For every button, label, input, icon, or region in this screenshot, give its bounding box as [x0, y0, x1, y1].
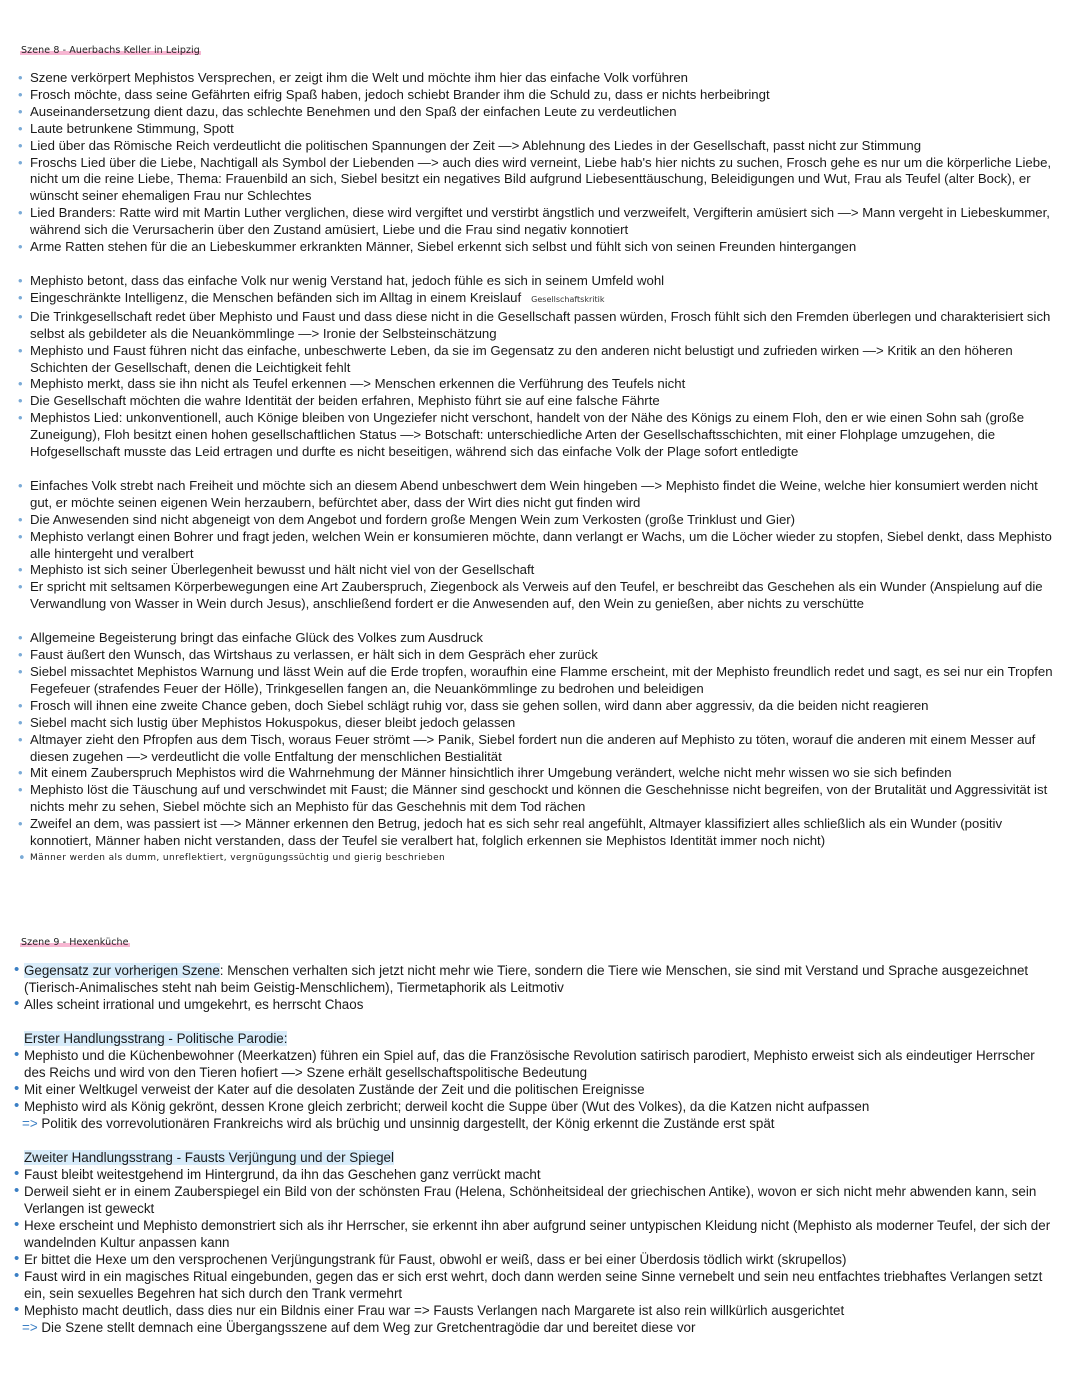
list-item-text: Eingeschränkte Intelligenz, die Menschen befänden sich im Alltag in einem Kreislauf: [30, 289, 522, 305]
arrow-icon: =>: [22, 1320, 38, 1335]
list-item: • Faust wird in ein magisches Ritual eingebunden, gegen das er sich erst wehrt, doch dann werden seine Sinne vernebelt und sein neu entfachtes triebhaftes Verlangen setzt ein, sein sexuelles Begehren hat sich durch den Trank vermehrt: [14, 1268, 1060, 1302]
scene8-heading: Szene 8 - Auerbachs Keller in Leipzig: [21, 45, 200, 56]
list-item: • Allgemeine Begeisterung bringt das einfache Glück des Volkes zum Ausdruck: [18, 630, 1058, 647]
list-item: • Faust äußert den Wunsch, das Wirtshaus zu verlassen, er hält sich in dem Gespräch eher zurück: [18, 647, 1058, 664]
highlighted-lead: Gegensatz zur vorherigen Szene: [24, 963, 220, 978]
list-item: • Derweil sieht er in einem Zauberspiegel ein Bild von der schönsten Frau (Helena, Schönheitsideal der griechischen Antike), wovon er sich nicht mehr abwenden kann, sein Verlangen ist geweckt: [14, 1183, 1060, 1217]
list-item: • Auseinandersetzung dient dazu, das schlechte Benehmen und den Spaß der einfachen Leute zu verdeutlichen: [18, 104, 1058, 121]
scene9-notes: [14, 962, 1060, 1336]
list-item: • Mit einer Weltkugel verweist der Kater auf die desolaten Zustände der Zeit und die politischen Ereignisse: [14, 1081, 1060, 1098]
list-item: • Arme Ratten stehen für die an Liebeskummer erkrankten Männer, Siebel erkennt sich selbst und fühlt sich von seinen Freunden hintergangen: [18, 239, 1058, 256]
list-item: • Frosch will ihnen eine zweite Chance geben, doch Siebel schlägt ruhig vor, dass sie gehen sollen, wird dann aber aggressiv, da die beiden nicht reagieren: [18, 698, 1058, 715]
arrow-icon: =>: [22, 1116, 38, 1131]
handwritten-note: Gesellschaftskritik: [531, 294, 605, 304]
list-item-text: : Menschen verhalten sich jetzt nicht mehr wie Tiere, sondern die Tiere wie Menschen, sie sind mit Verstand und Sprache ausgezeichnet (Tierisch-Animalisches steht nah beim Geistig-Menschlichem), Tiermetaphorik als Leitmotiv: [24, 963, 1029, 995]
list-item: • Alles scheint irrational und umgekehrt, es herrscht Chaos: [14, 996, 1060, 1013]
scene9-heading: Szene 9 - Hexenküche: [21, 937, 129, 948]
list-item: • Siebel missachtet Mephistos Warnung und lässt Wein auf die Erde tropfen, woraufhin eine Flamme erscheint, mit der Mephisto freundlich redet und sagt, es sei nur ein Tropfen Fegefeuer (strafendes Feuer der Hölle), Trinkgesellen fangen an, die Neuankömmlinge zu bedrohen und beleidigen: [18, 664, 1058, 698]
list-item: • Zweifel an dem, was passiert ist —> Männer erkennen den Betrug, jedoch hat es sich sehr real angefühlt, Altmayer klassifiziert alles schließlich als ein Wunder (positiv konnotiert, Männer haben nicht verstanden, dass der Teufel sie veralbert hat, folglich erkennen sie Mephistos Identität immer noch nicht): [18, 816, 1058, 850]
list-item: • Frosch möchte, dass seine Gefährten eifrig Spaß haben, jedoch schiebt Brander ihm die Schuld zu, dass er nichts herbeibringt: [18, 87, 1058, 104]
list-item: [14, 962, 1060, 996]
list-item: • Hexe erscheint und Mephisto demonstriert sich als ihr Herrscher, sie erkennt ihn aber aufgrund seiner untypischen Kleidung nicht (Mephisto als moderner Teufel, der sich der wandelnden Kultur anpassen kann: [14, 1217, 1060, 1251]
list-item: • Siebel macht sich lustig über Mephistos Hokuspokus, dieser bleibt jedoch gelassen: [18, 715, 1058, 732]
list-item: • Mephistos Lied: unkonventionell, auch Könige bleiben von Ungeziefer nicht verschont, handelt von der Nähe des Königs zu einem Floh, den er wie einen Sohn sah (große Zuneigung), Floh besitzt einen hohen gesellschaftlichen Status —> Botschaft: unterschiedliche Arten der Gesellschaftsschichten, mit einer Flohplage umzugehen, die Hofgesellschaft musste das Leid ertragen und durfte es nicht beseitigen, während sich das einfache Volk der Plage sofort entledigte: [18, 410, 1058, 461]
list-item: • Szene verkörpert Mephistos Versprechen, er zeigt ihm die Welt und möchte ihm hier das einfache Volk vorführen: [18, 70, 1058, 87]
list-item: • Froschs Lied über die Liebe, Nachtigall als Symbol der Liebenden —> auch dies wird verneint, Liebe hab's hier nichts zu suchen, Frosch gehe es nur um die körperliche Liebe, nicht um die reine Liebe, Thema: Frauenbild an sich, Siebel besitzt ein negatives Bild aufgrund Liebesenttäuschung, Beleidigungen und Wut, Frau als Teufel (alter Bock), er wünscht seiner ehemaligen Frau nur Schlechtes: [18, 155, 1058, 206]
list-item: • Die Anwesenden sind nicht abgeneigt von dem Angebot und fordern große Mengen Wein zum Verkosten (große Trinklust und Gier): [18, 512, 1058, 529]
list-item: • Mephisto merkt, dass sie ihn nicht als Teufel erkennen —> Menschen erkennen die Verführung des Teufels nicht: [18, 376, 1058, 393]
list-item: • Mephisto ist sich seiner Überlegenheit bewusst und hält nicht viel von der Gesellschaft: [18, 562, 1058, 579]
list-item: • Faust bleibt weitestgehend im Hintergrund, da ihn das Geschehen ganz verrückt macht: [14, 1166, 1060, 1183]
list-item: • Mephisto und die Küchenbewohner (Meerkatzen) führen ein Spiel auf, das die Französische Revolution satirisch parodiert, Mephisto erweist sich als eindeutiger Herrscher des Reichs und wird von den Tieren hofiert —> Szene erhält gesellschaftspolitische Bedeutung: [14, 1047, 1060, 1081]
strand1-title: Erster Handlungsstrang - Politische Parodie:: [24, 1031, 288, 1046]
handwritten-list-item: • Männer werden als dumm, unreflektiert, vergnügungssüchtig und gierig beschrieben: [18, 850, 1058, 867]
list-item: • Laute betrunkene Stimmung, Spott: [18, 121, 1058, 138]
scene8-notes: [18, 70, 1058, 867]
list-item: • Die Gesellschaft möchten die wahre Identität der beiden erfahren, Mephisto führt sie auf eine falsche Fährte: [18, 393, 1058, 410]
list-item: • Mephisto löst die Täuschung auf und verschwindet mit Faust; die Männer sind geschockt und können die Geschehnisse nicht begreifen, von der Brutalität und Aggressivität ist nichts mehr zu sehen, Siebel möchte sich an Mephisto für das Geschehnis mit dem Tod rächen: [18, 782, 1058, 816]
list-item: • Er bittet die Hexe um den versprochenen Verjüngungstrank für Faust, obwohl er weiß, dass er bei einer Überdosis tödlich wirkt (skrupellos): [14, 1251, 1060, 1268]
list-item: • Mephisto macht deutlich, dass dies nur ein Bildnis einer Frau war => Fausts Verlangen nach Margarete ist also rein willkürlich ausgerichtet: [14, 1302, 1060, 1319]
list-item: • Altmayer zieht den Pfropfen aus dem Tisch, woraus Feuer strömt —> Panik, Siebel fordert nun die anderen auf Mephisto zu töten, worauf die anderen mit einem Messer auf diesen zugehen —> verdeutlicht die volle Entfaltung der menschlichen Bestialität: [18, 732, 1058, 766]
list-item: • Die Trinkgesellschaft redet über Mephisto und Faust und dass diese nicht in die Gesellschaft passen würden, Frosch fühlt sich den Fremden überlegen und charakterisiert sich selbst als gebildeter als die Neuankömmlinge —> Ironie der Selbsteinschätzung: [18, 309, 1058, 343]
list-item: • Mephisto betont, dass das einfache Volk nur wenig Verstand hat, jedoch fühle es sich in seinem Umfeld wohl: [18, 273, 1058, 290]
final-conclusion-line: => Die Szene stellt demnach eine Übergangsszene auf dem Weg zur Gretchentragödie dar und bereitet diese vor: [22, 1320, 696, 1335]
list-item: • Lied über das Römische Reich verdeutlicht die politischen Spannungen der Zeit —> Ablehnung des Liedes in der Gesellschaft, passt nicht zur Stimmung: [18, 138, 1058, 155]
list-item: • Mephisto und Faust führen nicht das einfache, unbeschwerte Leben, da sie im Gegensatz zu den anderen nicht belustigt und zufrieden wirken —> Kritik an den höheren Schichten der Gesellschaft, denen die Leichtigkeit fehlt: [18, 343, 1058, 377]
list-item: • Einfaches Volk strebt nach Freiheit und möchte sich an diesem Abend unbeschwert dem Wein hingeben —> Mephisto findet die Weine, welche hier konsumiert werden nicht gut, er möchte seinen eigenen Wein herzaubern, befürchtet aber, dass der Wirt dies nicht gut finden wird: [18, 478, 1058, 512]
conclusion-line: => Politik des vorrevolutionären Frankreichs wird als brüchig und unsinnig dargestellt, der König erkennt die Zustände erst spät: [22, 1116, 775, 1131]
strand2-title: Zweiter Handlungsstrang - Fausts Verjüngung und der Spiegel: [24, 1150, 394, 1165]
list-item: • Er spricht mit seltsamen Körperbewegungen eine Art Zauberspruch, Ziegenbock als Verweis auf den Teufel, er beschreibt das Geschehen als ein Wunder (Anspielung auf die Verwandlung von Wasser in Wein durch Jesus), anschließend fordert er die Anwesenden auf, den Wein zu genießen, aber nichts zu verschütte: [18, 579, 1058, 613]
list-item: • Mephisto wird als König gekrönt, dessen Krone gleich zerbricht; derweil kocht die Suppe über (Wut des Volkes), da die Katzen nicht aufpassen: [14, 1098, 1060, 1115]
list-item: [18, 290, 1058, 309]
list-item: • Lied Branders: Ratte wird mit Martin Luther verglichen, diese wird vergiftet und verstirbt ängstlich und verzweifelt, Vergifterin amüsiert sich —> Mann vergeht in Liebeskummer, während sich die Verursacherin über den Zustand amüsiert, Liebe und die Frau sind negativ konnotiert: [18, 205, 1058, 239]
list-item: • Mit einem Zauberspruch Mephistos wird die Wahrnehmung der Männer hinsichtlich ihrer Umgebung verändert, welche nicht mehr wissen wo sie sich befinden: [18, 765, 1058, 782]
list-item: • Mephisto verlangt einen Bohrer und fragt jeden, welchen Wein er konsumieren möchte, dann verlangt er Wachs, um die Löcher wieder zu stopfen, Siebel denkt, dass Mephisto alle hintergeht und veralbert: [18, 529, 1058, 563]
